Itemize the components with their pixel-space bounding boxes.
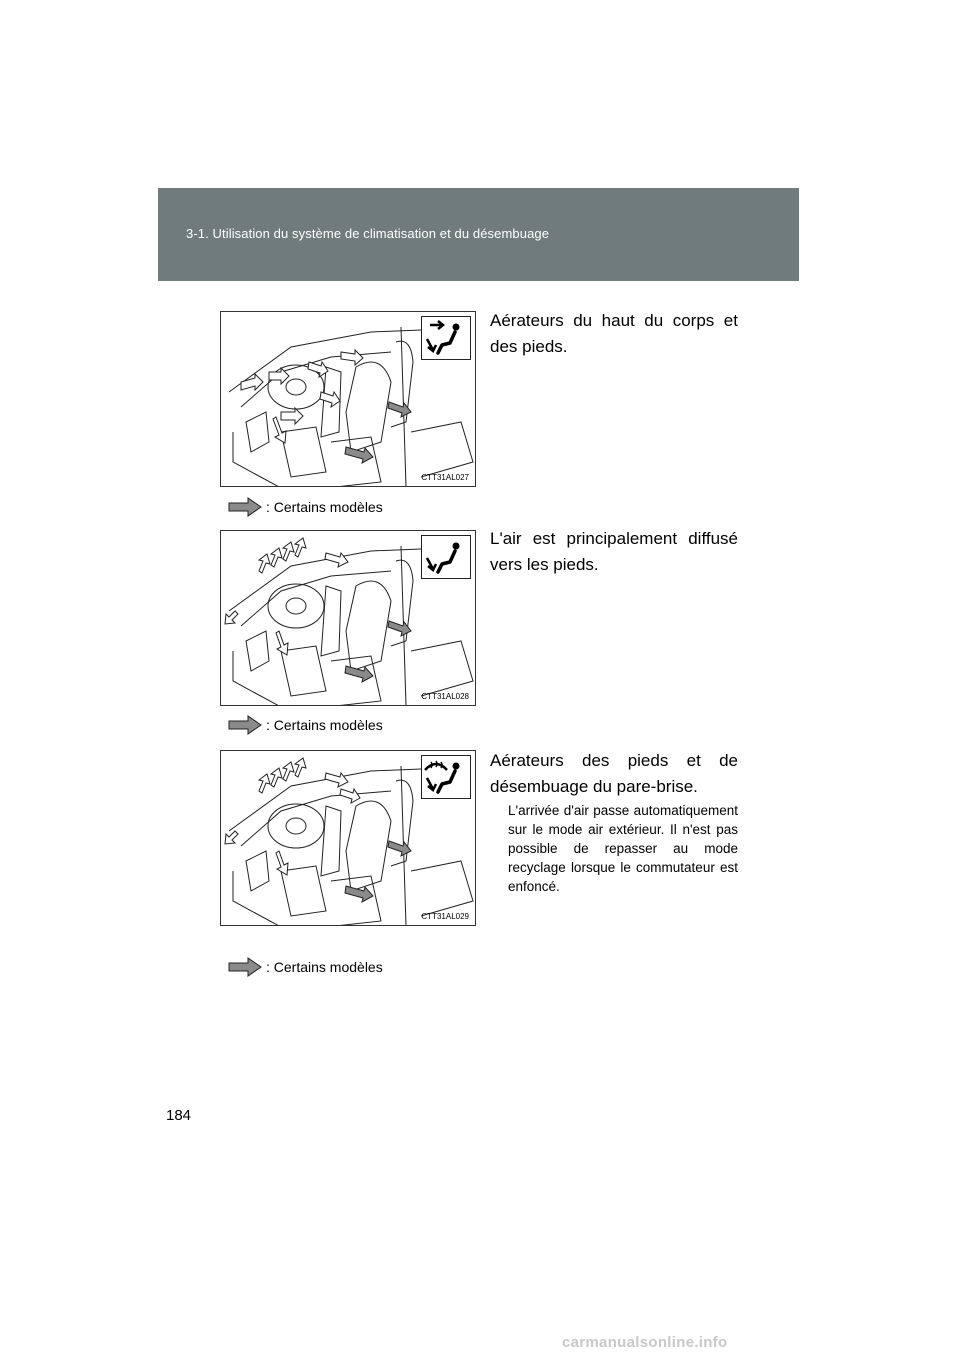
figure-feet-defrost-mode [220, 750, 476, 926]
mode-indicator [421, 755, 471, 799]
figure-code: CTT31AL027 [421, 473, 469, 482]
figure-code: CTT31AL028 [421, 692, 469, 701]
legend-row [228, 715, 383, 735]
legend-text: : Certains modèles [266, 717, 383, 733]
legend-text: : Certains modèles [266, 959, 383, 975]
mode-description: L'air est principalement diffusé vers les pieds. [490, 529, 738, 574]
mode-note: L'arrivée d'air passe automatiquement sur le mode air extérieur. Il n'est pas possible de repasser au mode recyclage lorsque le commutateur est enfoncé. [508, 803, 738, 894]
figure-face-feet-mode [220, 311, 476, 487]
legend-text: : Certains modèles [266, 499, 383, 515]
mode-description: Aérateurs des pieds et de désembuage du pare-brise. [490, 751, 738, 796]
mode-indicator [421, 316, 471, 360]
mode-indicator [421, 535, 471, 579]
watermark: carmanualsonline.info [562, 1334, 728, 1351]
figure-code: CTT31AL029 [421, 912, 469, 921]
mode-description: Aérateurs du haut du corps et des pieds. [490, 311, 738, 356]
legend-row [228, 497, 383, 517]
figure-feet-mode [220, 530, 476, 706]
section-header-band [158, 188, 799, 281]
section-title: 3-1. Utilisation du système de climatisation et du désembuage [186, 226, 550, 241]
feet-defrost-vent-icon [422, 756, 469, 797]
right-arrow-icon [228, 715, 262, 735]
right-arrow-icon [228, 957, 262, 977]
page-number: 184 [166, 1107, 192, 1124]
feet-vent-icon [422, 536, 469, 577]
legend-row [228, 957, 383, 977]
face-feet-vent-icon [422, 317, 469, 358]
right-arrow-icon [228, 497, 262, 517]
